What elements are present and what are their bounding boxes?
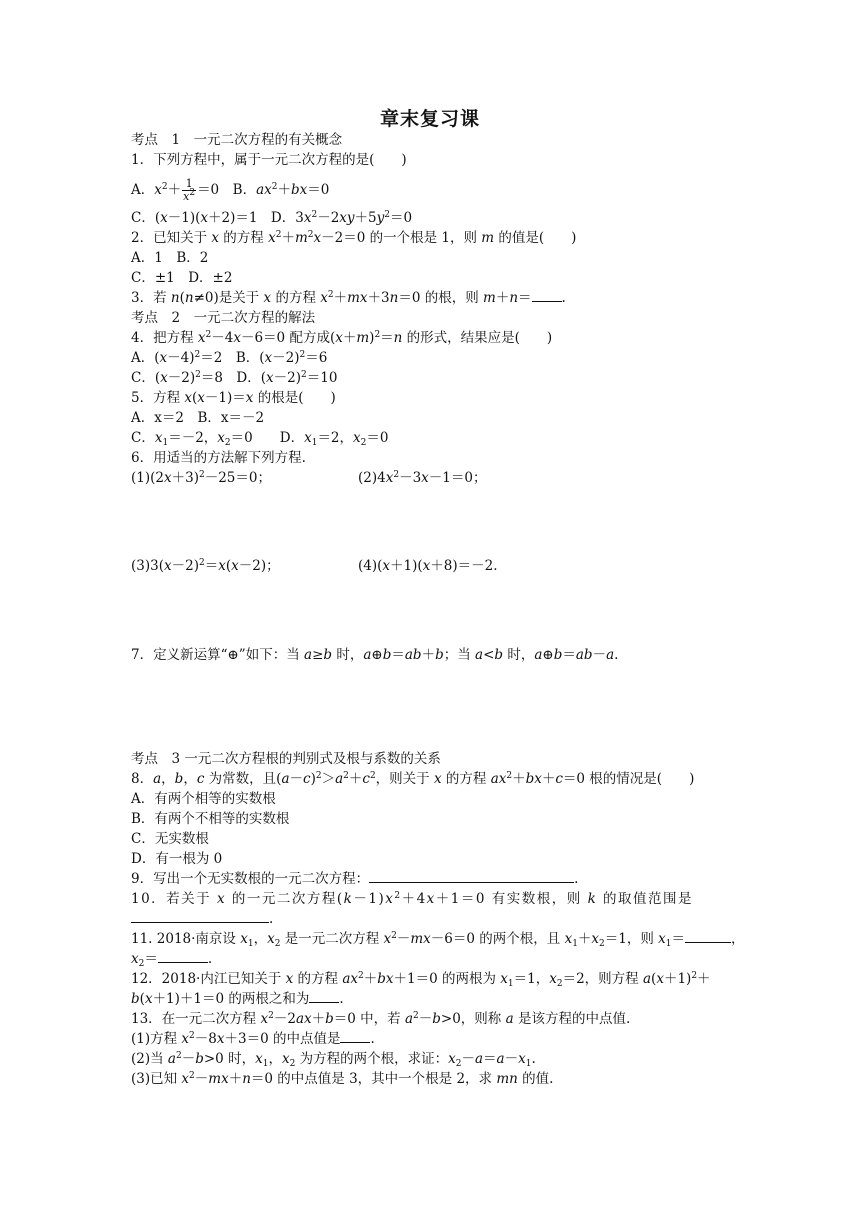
question-4-options-ab: A．$(x-4)^2=2$ B．$(x-2)^2=6$ — [131, 350, 328, 366]
question-2-stem: 2．已知关于 x 的方程 $x^2+m^2x-2=0$ 的一个根是 1，则 m 的值是( ) — [131, 230, 577, 246]
question-8-option-a: A．有两个相等的实数根 — [131, 791, 276, 807]
question-10-answer-blank: . — [131, 909, 273, 929]
question-8-option-b: B．有两个不相等的实数根 — [131, 811, 290, 827]
question-11-continued: $x_2=$ . — [131, 951, 213, 969]
page-title: 章末复习课 — [379, 108, 480, 130]
question-11-stem: 11. 2018·南京设 $x_1$，$x_2$ 是一元二次方程 $x^2-mx-6=0$ 的两个根，且 $x_1+x_2=1$，则 $x_1=$ ， — [131, 931, 745, 949]
question-8-option-c: C．无实数根 — [131, 831, 209, 847]
question-13-part-3: (3)已知 $x^2-mx+n=0$ 的中点值是 3，其中一个根是 2，求 mn 的值. — [131, 1071, 554, 1087]
question-13-part-2: (2)当 $a^2-b>0$ 时，$x_1$，$x_2$ 为方程的两个根，求证：$x_2-a=a-x_1$. — [131, 1051, 536, 1069]
question-6-part-3: $(3)3(x-2)^2=x(x-2)$； — [131, 558, 280, 574]
question-9-stem: 9．写出一个无实数根的一元二次方程： . — [131, 871, 579, 887]
question-6-stem: 6．用适当的方法解下列方程. — [131, 450, 306, 466]
question-2-options-cd: C．±1 D．±2 — [131, 270, 233, 286]
section-heading-1: 考点 1 一元二次方程的有关概念 — [131, 132, 343, 148]
question-8-option-d: D．有一根为 0 — [131, 851, 223, 867]
question-4-options-cd: C．$(x-2)^2=8$ D．$(x-2)^2=10$ — [131, 370, 338, 386]
section-heading-2: 考点 2 一元二次方程的解法 — [131, 310, 316, 326]
question-5-stem: 5．方程 x(x－1)＝x 的根是( ) — [131, 390, 336, 406]
question-10-stem: 10．若关于 x 的一元二次方程$(k-1)x^2+4x+1=0$ 有实数根，则 k 的取值范围是 — [131, 891, 694, 907]
question-5-options-cd: C．$x_1=-2$，$x_2=0$ D．$x_1=2$，$x_2=0$ — [131, 430, 389, 448]
question-4-stem: 4．把方程 $x^2-4x-6=0$ 配方成$(x+m)^2=n$ 的形式，结果应是( ) — [131, 330, 553, 346]
question-12-continued: b(x＋1)＋1＝0 的两根之和为 . — [131, 991, 344, 1007]
question-5-options-ab: A．x＝2 B．x＝－2 — [131, 410, 265, 426]
question-2-options-ab: A．1 B．2 — [131, 250, 209, 266]
question-1-options-cd: C．(x－1)(x＋2)＝1 D．$3x^2-2xy+5y^2=0$ — [131, 210, 413, 226]
question-13-stem: 13．在一元二次方程 $x^2-2ax+b=0$ 中，若 $a^2-b>0$，则称 a 是该方程的中点值. — [131, 1011, 631, 1027]
question-6-part-2: $(2)4x^2-3x-1=0$； — [358, 470, 487, 486]
question-8-stem: 8．a，b，c 为常数，且$(a-c)^2>a^2+c^2$，则关于 x 的方程 $ax^2+bx+c=0$ 根的情况是( ) — [131, 771, 695, 787]
question-12-stem: 12．2018·内江已知关于 x 的方程 $ax^2+bx+1=0$ 的两根为 $x_1=1$，$x_2=2$，则方程 $a(x+1)^2+$ — [131, 971, 711, 989]
question-7-stem: 7．定义新运算“⊕”如下：当 a≥b 时，a⊕b＝ab＋b；当 a<b 时，a⊕b＝ab－a. — [131, 647, 619, 663]
question-1-options-ab: A．$x^2+$ $\frac{1}{x^2}$ ＝0 B．$ax^2+bx=0$ — [131, 177, 330, 203]
question-13-part-1: (1)方程 $x^2-8x+3=0$ 的中点值是 . — [131, 1031, 375, 1047]
fraction: $\frac{1}{x^2}$ — [183, 177, 196, 203]
question-1-stem: 1．下列方程中，属于一元二次方程的是( ) — [131, 152, 407, 168]
section-heading-3: 考点 3 一元二次方程根的判别式及根与系数的关系 — [131, 751, 441, 767]
question-6-part-1: $(1)(2x+3)^2-25=0$； — [131, 470, 271, 486]
question-3-stem: 3．若 n(n≠0)是关于 x 的方程 $x^2+mx+3n=0$ 的根，则 m＋n＝ . — [131, 290, 566, 306]
question-6-part-4: (4)(x＋1)(x＋8)＝－2. — [358, 558, 498, 574]
